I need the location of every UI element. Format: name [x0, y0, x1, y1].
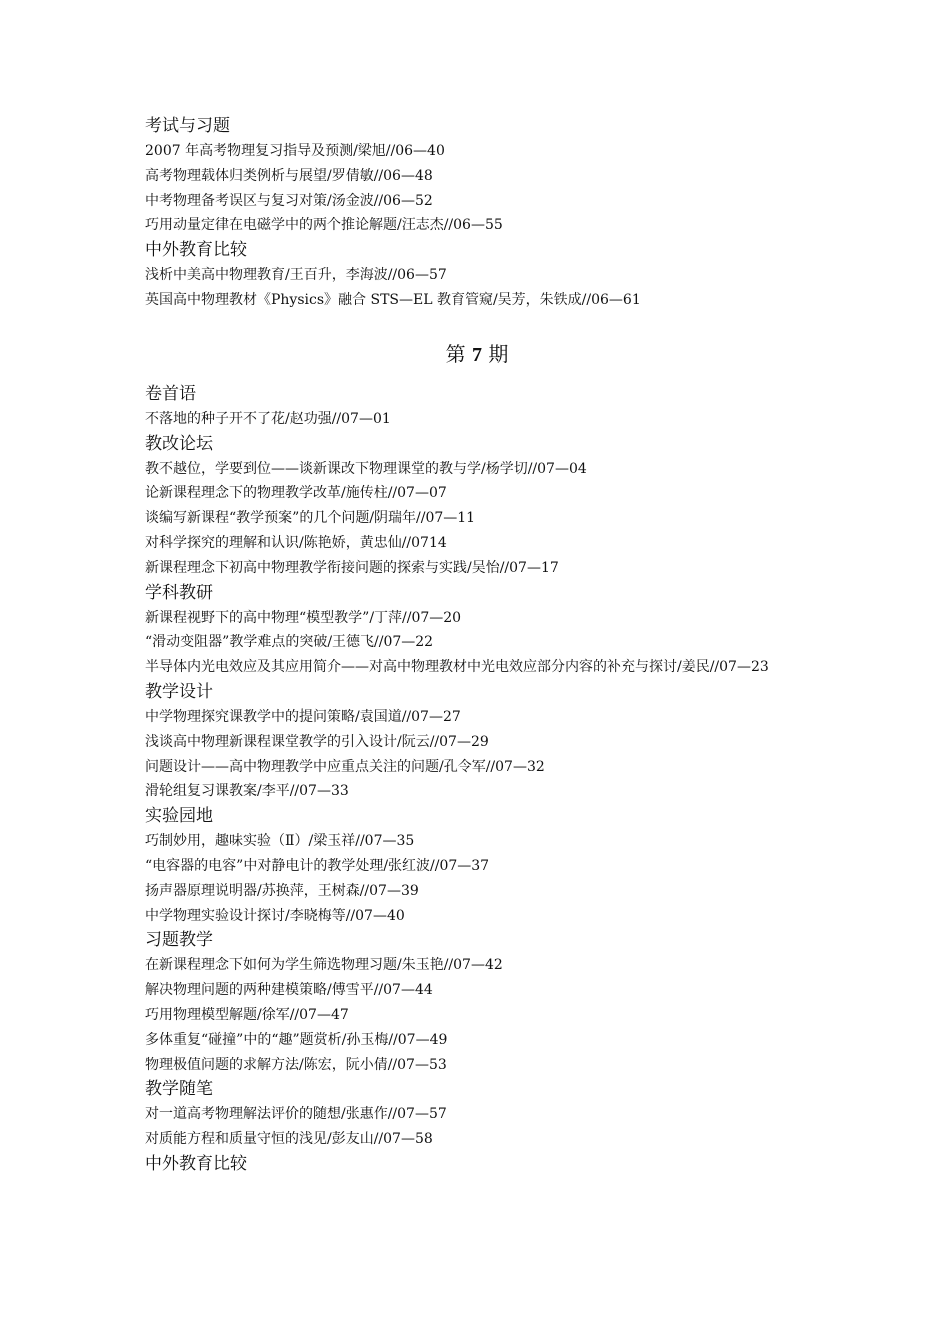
article-entry: 中学物理探究课教学中的提问策略/袁国道//07—27	[145, 708, 461, 725]
issue-title	[145, 337, 815, 372]
issue-prefix: 第	[445, 341, 472, 366]
article-entry: 中学物理实验设计探讨/李晓梅等//07—40	[145, 907, 405, 924]
article-entry: 巧用动量定律在电磁学中的两个推论解题/汪志杰//06—55	[145, 217, 503, 234]
table-of-contents	[145, 114, 815, 1177]
article-entry: 多体重复“碰撞”中的“趣”题赏析/孙玉梅//07—49	[145, 1031, 448, 1048]
article-entry: 中考物理备考误区与复习对策/汤金波//06—52	[145, 192, 433, 209]
article-entry: 巧制妙用，趣味实验（Ⅱ）/梁玉祥//07—35	[145, 833, 415, 850]
section-heading: 教改论坛	[145, 433, 213, 454]
article-entry: 扬声器原理说明器/苏换萍，王树森//07—39	[145, 882, 419, 899]
article-entry: 对质能方程和质量守恒的浅见/彭友山//07—58	[145, 1131, 433, 1148]
section-heading: 习题教学	[145, 930, 213, 951]
section-heading: 卷首语	[145, 383, 196, 404]
article-entry: 浅谈高中物理新课程课堂教学的引入设计/阮云//07—29	[145, 733, 489, 750]
article-entry: 谈编写新课程“教学预案”的几个问题/阴瑞年//07—11	[145, 510, 476, 527]
article-entry: 高考物理载体归类例析与展望/罗倩敏//06—48	[145, 167, 433, 184]
section-heading: 教学随笔	[145, 1079, 213, 1100]
issue-number: 7	[472, 343, 482, 366]
article-entry: 物理极值问题的求解方法/陈宏，阮小倩//07—53	[145, 1056, 447, 1073]
section-heading: 实验园地	[145, 806, 213, 827]
article-entry: “电容器的电容”中对静电计的教学处理/张红波//07—37	[145, 857, 490, 874]
article-entry: 2007 年高考物理复习指导及预测/梁旭//06—40	[145, 143, 445, 159]
article-entry: 在新课程理念下如何为学生筛选物理习题/朱玉艳//07—42	[145, 957, 503, 974]
article-entry: 解决物理问题的两种建模策略/傅雪平//07—44	[145, 982, 433, 999]
article-entry: 英国高中物理教材《Physics》融合 STS—EL 教育管窥/吴芳，朱铁成//06—61	[145, 291, 641, 308]
article-entry: 不落地的种子开不了花/赵功强//07—01	[145, 410, 391, 427]
article-entry: 论新课程理念下的物理教学改革/施传柱//07—07	[145, 485, 447, 502]
article-entry: 对科学探究的理解和认识/陈艳娇，黄忠仙//0714	[145, 534, 447, 551]
article-entry: 半导体内光电效应及其应用简介——对高中物理教材中光电效应部分内容的补充与探讨/姜民//07—23	[145, 659, 769, 676]
article-entry: “滑动变阻器”教学难点的突破/王德飞//07—22	[145, 634, 434, 651]
article-entry: 对一道高考物理解法评价的随想/张惠作//07—57	[145, 1106, 447, 1123]
article-entry: 教不越位，学要到位——谈新课改下物理课堂的教与学/杨学切//07—04	[145, 460, 587, 477]
article-entry: 浅析中美高中物理教育/王百升，李海波//06—57	[145, 267, 447, 284]
article-entry: 滑轮组复习课教案/李平//07—33	[145, 783, 349, 800]
article-entry: 问题设计——高中物理教学中应重点关注的问题/孔令军//07—32	[145, 758, 545, 775]
section-heading: 中外教育比较	[145, 240, 247, 261]
section-heading: 学科教研	[145, 582, 213, 603]
section-heading: 考试与习题	[145, 116, 230, 136]
article-entry: 新课程理念下初高中物理教学衔接问题的探索与实践/吴怡//07—17	[145, 559, 559, 576]
section-heading: 中外教育比较	[145, 1153, 247, 1174]
article-entry: 新课程视野下的高中物理“模型教学”/丁萍//07—20	[145, 609, 462, 626]
section-heading: 教学设计	[145, 681, 213, 702]
issue-suffix: 期	[482, 341, 509, 366]
article-entry: 巧用物理模型解题/徐军//07—47	[145, 1006, 349, 1023]
